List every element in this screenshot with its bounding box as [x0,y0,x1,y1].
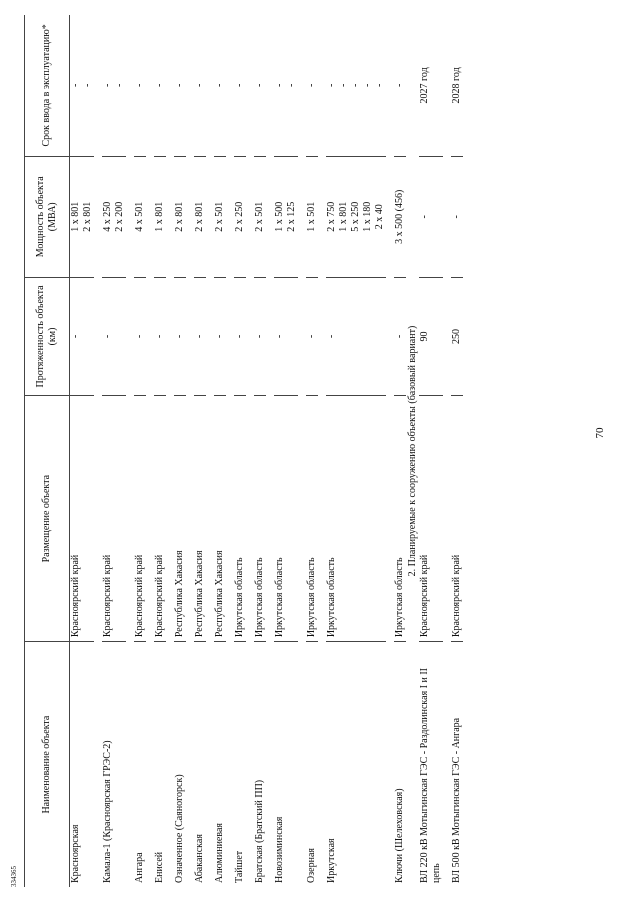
header-capacity: Мощность объекта (МВА) [25,156,70,277]
row-spacer [443,15,451,887]
cell-capacity: 2 х 501 [214,156,226,277]
spacer-cell [226,15,234,887]
cell-length: - [174,277,186,395]
row-spacer [166,15,174,887]
cell-name: ВЛ 500 кВ Мотыгинская ГЭС - Ангара [451,717,462,883]
table-row [214,15,226,887]
spacer-cell [146,15,154,887]
cell-commissioning: - - [274,15,298,156]
spacer-cell [246,15,254,887]
cell-length: 90 [419,277,443,395]
table-body [70,15,464,887]
page-number: 70 [594,427,606,439]
cell-location: Республика Хакасия [174,396,186,642]
row-spacer [226,15,234,887]
cell-location: Иркутская область [326,396,386,642]
table-row [274,15,298,887]
row-spacer [246,15,254,887]
table-row [394,15,406,887]
cell-length: - [194,277,206,395]
cell-commissioning: - [306,15,318,156]
header-location: Размещение объекта [25,396,70,642]
cell-name: Тайшет [234,850,245,883]
cell-name: Абаканская [194,834,205,883]
cell-commissioning: - [394,15,406,156]
facilities-table [24,15,463,887]
cell-length: - [154,277,166,395]
row-spacer [94,15,102,887]
cell-commissioning: 2028 год [451,15,463,156]
cell-commissioning: - - [70,15,95,156]
cell-capacity: - [419,156,443,277]
cell-length: - [234,277,246,395]
cell-name: Братская (Братский ПП) [254,779,265,883]
cell-length: - [102,277,126,395]
spacer-cell [266,15,274,887]
cell-length: - [70,277,95,395]
cell-location: Иркутская область [274,396,298,642]
cell-capacity: 2 х 750 1 х 801 5 х 250 1 х 180 2 х 40 [326,156,386,277]
cell-name: Означенное (Саяногорск) [174,774,185,883]
cell-name: Новозиминская [274,816,285,883]
table-row [194,15,206,887]
cell-name: Красноярская [70,824,81,883]
cell-length: - [254,277,266,395]
cell-length: - [394,277,406,395]
cell-commissioning: - [234,15,246,156]
cell-location: Иркутская область [254,396,266,642]
section-row [406,15,419,887]
cell-length: - [306,277,318,395]
cell-location: Республика Хакасия [194,396,206,642]
cell-capacity: 4 х 501 [134,156,146,277]
cell-location: Республика Хакасия [214,396,226,642]
row-spacer [146,15,154,887]
cell-location: Красноярский край [134,396,146,642]
spacer-cell [126,15,134,887]
spacer-cell [166,15,174,887]
cell-length: - [326,277,386,395]
header-commissioning: Срок ввода в эксплуатацию* [25,15,70,156]
table-row [451,15,463,887]
cell-location: Красноярский край [154,396,166,642]
cell-capacity: 2 х 250 [234,156,246,277]
cell-capacity: 2 х 801 [174,156,186,277]
table-row [134,15,146,887]
cell-name: Алюминиевая [214,823,225,883]
cell-location: Иркутская область [234,396,246,642]
cell-capacity: 3 х 500 (456) [394,156,406,277]
cell-commissioning: - [194,15,206,156]
table-header-row [25,15,70,887]
cell-commissioning: - [154,15,166,156]
cell-capacity: 4 х 250 2 х 200 [102,156,126,277]
cell-commissioning: - [134,15,146,156]
table-row [419,15,443,887]
cell-length: - [274,277,298,395]
spacer-cell [94,15,102,887]
cell-location: Красноярский край [102,396,126,642]
row-spacer [206,15,214,887]
row-spacer [298,15,306,887]
spacer-cell [318,15,326,887]
spacer-cell [298,15,306,887]
cell-capacity: 1 х 501 [306,156,318,277]
cell-commissioning: - [174,15,186,156]
cell-location: Красноярский край [70,396,95,642]
cell-capacity: 1 х 500 2 х 125 [274,156,298,277]
cell-name: Иркутская [326,838,337,883]
cell-name: Камала-1 (Красноярская ГРЭС-2) [102,740,113,883]
table-row [234,15,246,887]
cell-length: 250 [451,277,463,395]
cell-location: Иркутская область [306,396,318,642]
header-name: Наименование объекта [25,642,70,887]
table-row [174,15,186,887]
table-row [70,15,95,887]
cell-capacity: 2 х 501 [254,156,266,277]
table-row [326,15,386,887]
cell-capacity: - [451,156,463,277]
spacer-cell [443,15,451,887]
table-row [154,15,166,887]
cell-commissioning: - [214,15,226,156]
spacer-cell [206,15,214,887]
cell-length: - [134,277,146,395]
cell-name: Ангара [134,852,145,883]
cell-capacity: 1 х 801 2 х 801 [70,156,95,277]
header-length: Протяженность объекта (км) [25,277,70,395]
cell-name: Ключи (Шелеховская) [394,788,405,883]
row-spacer [126,15,134,887]
table-row [102,15,126,887]
table-row [254,15,266,887]
section-title: 2. Планируемые к сооружению объекты (базовый вариант) [407,325,418,577]
cell-location: Красноярский край [419,396,443,642]
document-stamp: 334365 [10,866,18,887]
row-spacer [186,15,194,887]
spacer-cell [186,15,194,887]
row-spacer [266,15,274,887]
cell-location: Красноярский край [451,396,463,642]
row-spacer [318,15,326,887]
cell-commissioning: 2027 год [419,15,443,156]
cell-commissioning: - - - - - [326,15,386,156]
table-row [306,15,318,887]
row-spacer [386,15,394,887]
cell-capacity: 2 х 801 [194,156,206,277]
cell-name: ВЛ 220 кВ Мотыгинская ГЭС - Раздолинская I и II цепь [419,667,442,883]
cell-length: - [214,277,226,395]
cell-name: Озерная [306,848,317,883]
spacer-cell [386,15,394,887]
cell-commissioning: - - [102,15,126,156]
cell-location: Иркутская область [394,396,406,642]
cell-name: Енисей [154,851,165,883]
cell-capacity: 1 х 801 [154,156,166,277]
cell-commissioning: - [254,15,266,156]
